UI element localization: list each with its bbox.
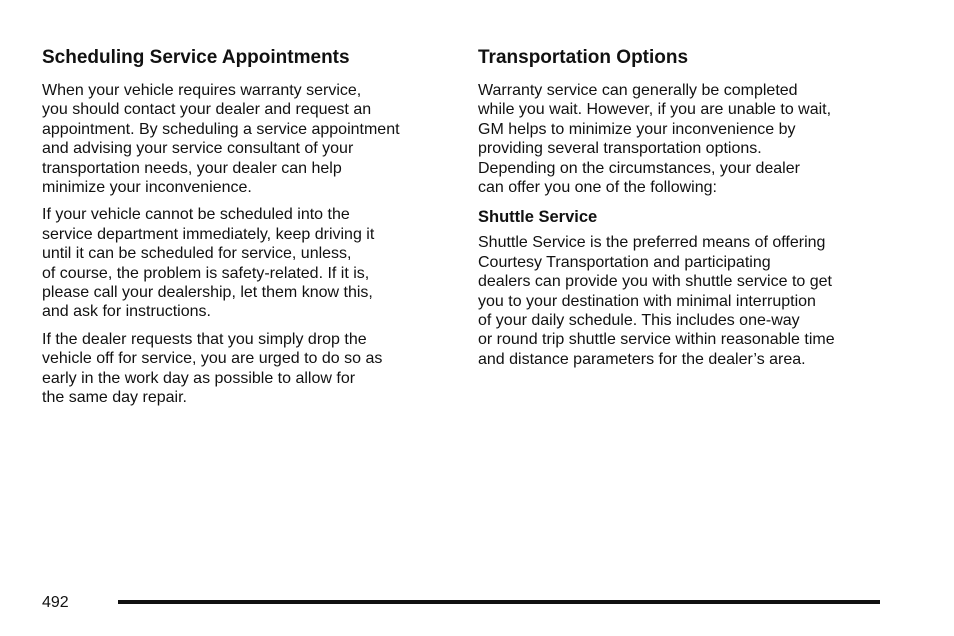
left-column [42,46,447,416]
paragraph-shuttle-service: Shuttle Service is the preferred means of offering Courtesy Transportation and participating dealers can provide you with shuttle service to get you to your destination with minimal interruption of your daily schedule. This includes one-way or round trip shuttle service within reasonable time and distance parameters for the dealer’s area. [478,234,835,368]
right-column [478,46,883,377]
page-number: 492 [42,594,69,611]
section-heading-scheduling: Scheduling Service Appointments [42,47,350,68]
paragraph-drop-off: If the dealer requests that you simply drop the vehicle off for service, you are urged to do so as early in the work day as possible to allow for the same day repair. [42,330,383,407]
paragraph-transportation-intro: Warranty service can generally be completed while you wait. However, if you are unable to wait, GM helps to minimize your inconvenience by providing several transportation options. Depending on the circumstances, your dealer can offer you one of the following: [478,82,832,197]
subheading-shuttle-service: Shuttle Service [478,208,598,227]
paragraph-cannot-schedule: If your vehicle cannot be scheduled into the service department immediately, keep driving it until it can be scheduled for service, unless, of course, the problem is safety-related. If it is, please call your dealership, let them know this, and ask for instructions. [42,206,375,321]
footer-rule [118,600,880,604]
section-heading-transportation: Transportation Options [478,47,689,68]
paragraph-warranty-appointment: When your vehicle requires warranty service, you should contact your dealer and request an appointment. By scheduling a service appointment and advising your service consultant of your transportation needs, your dealer can help minimize your inconvenience. [42,82,400,197]
